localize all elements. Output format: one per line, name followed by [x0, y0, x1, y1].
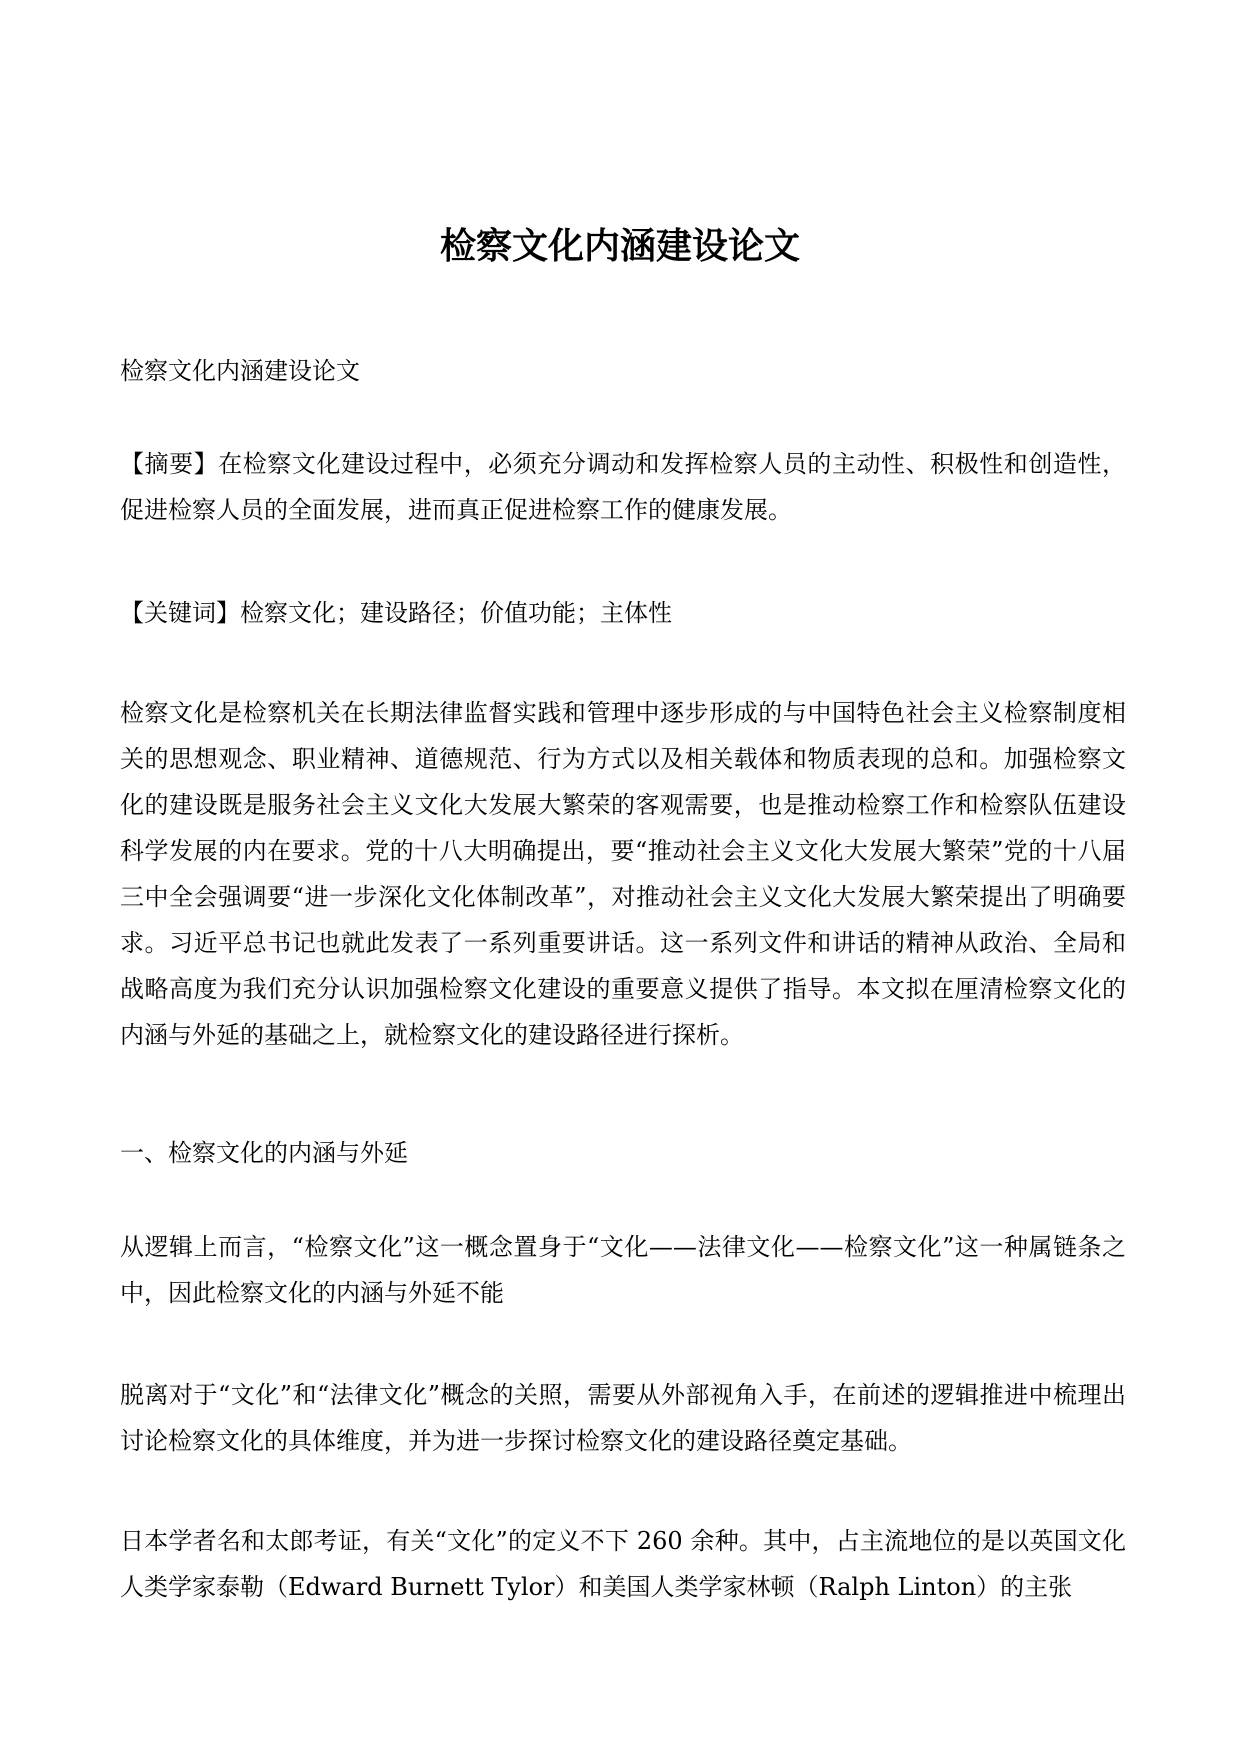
- body-paragraph: 脱离对于“文化”和“法律文化”概念的关照，需要从外部视角入手，在前述的逻辑推进中梳理出讨论检察文化的具体维度，并为进一步探讨检察文化的建设路径奠定基础。: [120, 1381, 1126, 1455]
- section-heading: 一、检察文化的内涵与外延: [120, 1139, 408, 1167]
- document-title: 检察文化内涵建设论文: [439, 226, 800, 267]
- abstract-paragraph: 【摘要】在检察文化建设过程中，必须充分调动和发挥检察人员的主动性、积极性和创造性，促进检察人员的全面发展，进而真正促进检察工作的健康发展。: [120, 450, 1126, 524]
- document-subtitle: 检察文化内涵建设论文: [120, 357, 360, 385]
- keywords-paragraph: 【关键词】检察文化；建设路径；价值功能；主体性: [120, 599, 672, 627]
- body-paragraph: 日本学者名和太郎考证，有关“文化”的定义不下 260 余种。其中，占主流地位的是以英国文化人类学家泰勒（Edward Burnett Tylor）和美国人类学家林顿（Ralph Linton）的主张: [120, 1527, 1126, 1601]
- body-paragraph: 从逻辑上而言，“检察文化”这一概念置身于“文化——法律文化——检察文化”这一种属链条之中，因此检察文化的内涵与外延不能: [120, 1233, 1126, 1307]
- intro-paragraph: 检察文化是检察机关在长期法律监督实践和管理中逐步形成的与中国特色社会主义检察制度相关的思想观念、职业精神、道德规范、行为方式以及相关载体和物质表现的总和。加强检察文化的建设既是服务社会主义文化大发展大繁荣的客观需要，也是推动检察工作和检察队伍建设科学发展的内在要求。党的十八大明确提出，要“推动社会主义文化大发展大繁荣”党的十八届三中全会强调要“进一步深化文化体制改革”，对推动社会主义文化大发展大繁荣提出了明确要求。习近平总书记也就此发表了一系列重要讲话。这一系列文件和讲话的精神从政治、全局和战略高度为我们充分认识加强检察文化建设的重要意义提供了指导。本文拟在厘清检察文化的内涵与外延的基础之上，就检察文化的建设路径进行探析。: [120, 699, 1126, 1049]
